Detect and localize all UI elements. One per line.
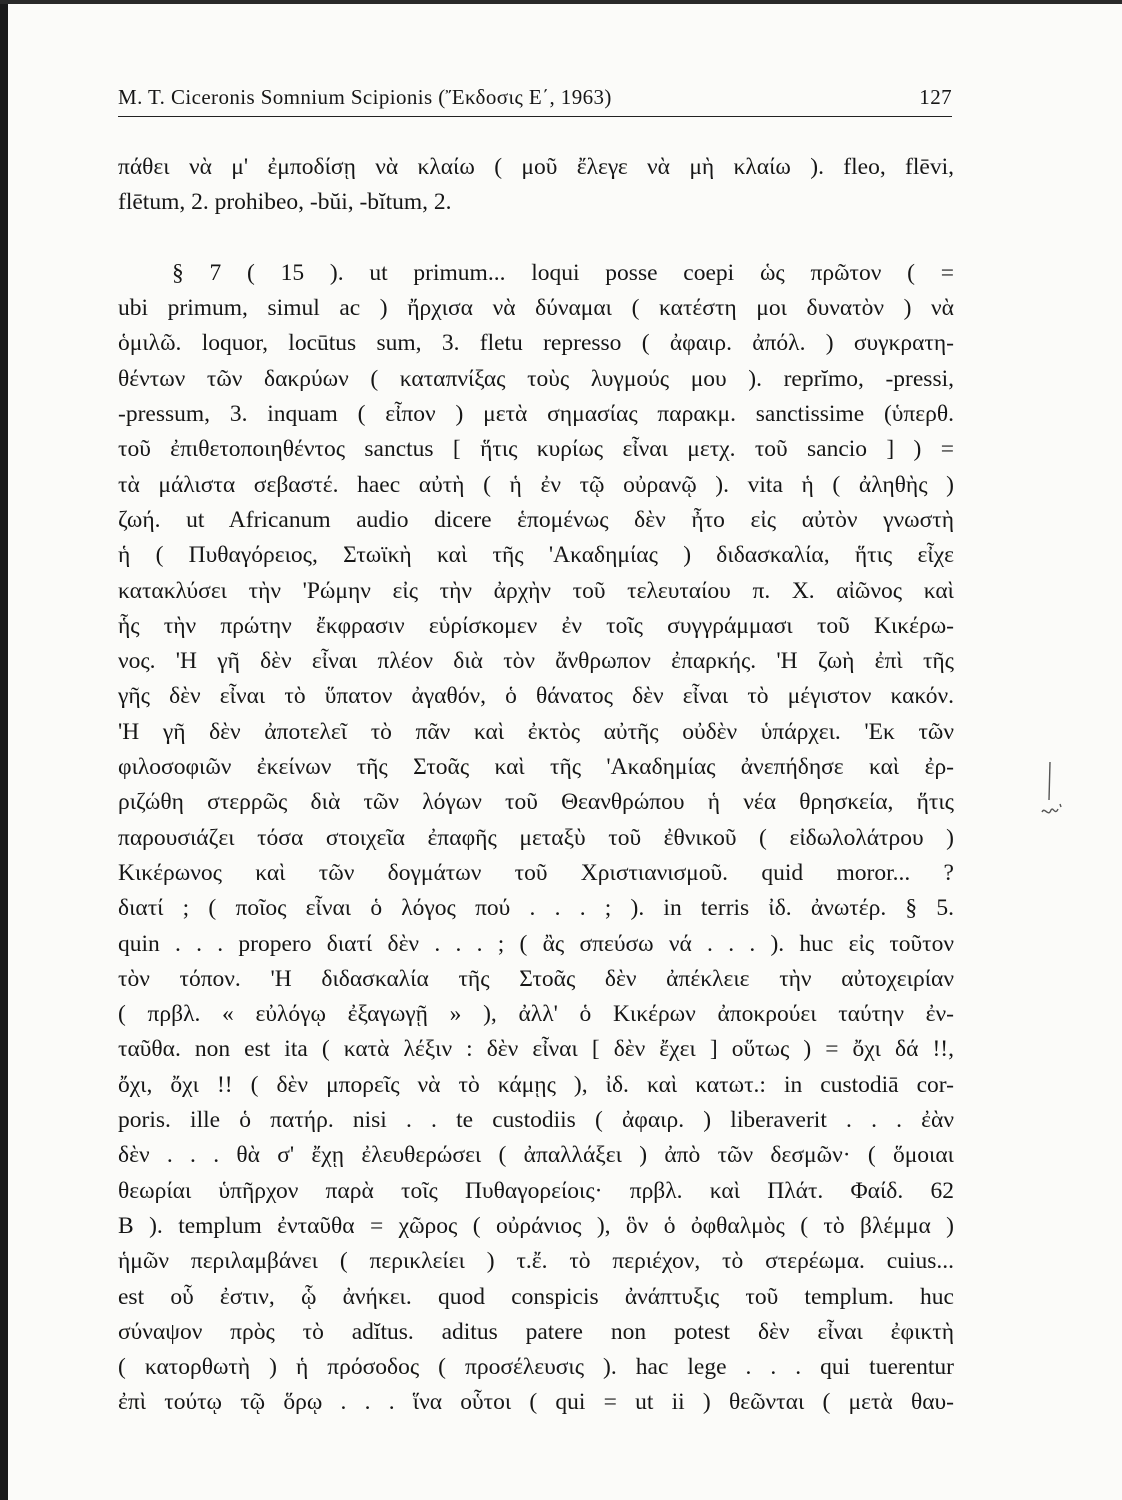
commentary-text	[118, 150, 954, 1421]
scan-left-edge	[0, 0, 8, 1500]
text-line: κατακλύσει τὴν 'Ρώμην εἰς τὴν ἀρχὴν τοῦ τελευταίου π. Χ. αἰῶνος καὶ	[118, 577, 954, 604]
text-line: ( κατορθωτὴ ) ἡ πρόσοδος ( προσέλευσις ). hac lege . . . qui tuerentur	[118, 1354, 954, 1381]
text-line: ubi primum, simul ac ) ἤρχισα νὰ δύναμαι ( κατέστη μοι δυνατὸν ) νὰ	[118, 295, 954, 322]
running-head-title: M. T. Ciceronis Somnium Scipionis (Ἔκδοσις Ε΄, 1963)	[118, 85, 612, 109]
text-line: τοῦ ἐπιθετοποιηθέντος sanctus [ ἥτις κυρίως εἶναι μετχ. τοῦ sancio ] ) =	[118, 436, 954, 463]
text-line: est οὗ ἐστιν, ᾧ ἀνήκει. quod conspicis ἀνάπτυξις τοῦ templum. huc	[118, 1283, 954, 1310]
text-line: Κικέρωνος καὶ τῶν δογμάτων τοῦ Χριστιανισμοῦ. quid moror... ?	[118, 859, 954, 886]
text-line: ( πρβλ. « εὐλόγῳ ἐξαγωγῇ » ), ἀλλ' ὁ Κικέρων ἀποκρούει ταύτην ἐν-	[118, 1001, 954, 1028]
text-line: ὁμιλῶ. loquor, locūtus sum, 3. fletu represso ( ἀφαιρ. ἀπόλ. ) συγκρατη-	[118, 330, 954, 357]
text-line: γῆς δὲν εἶναι τὸ ὕπατον ἀγαθόν, ὁ θάνατος δὲν εἶναι τὸ μέγιστον κακόν.	[118, 683, 954, 710]
text-line: ἐπὶ τούτῳ τῷ ὅρῳ . . . ἵνα οὗτοι ( qui = ut ii ) θεῶνται ( μετὰ θαυ-	[118, 1389, 954, 1416]
text-line: ἡμῶν περιλαμβάνει ( περικλείει ) τ.ἔ. τὸ περιέχον, τὸ στερέωμα. cuius...	[118, 1248, 954, 1275]
text-line: ζωή. ut Africanum audio dicere ἑπομένως δὲν ἦτο εἰς αὐτὸν γνωστὴ	[118, 506, 954, 533]
running-head	[118, 80, 952, 117]
page-number: 127	[919, 85, 952, 109]
text-line: δὲν . . . θὰ σ' ἔχῃ ἐλευθερώσει ( ἀπαλλάξει ) ἀπὸ τῶν δεσμῶν· ( ὅμοιαι	[118, 1142, 954, 1169]
text-line: ριζώθη στερρῶς διὰ τῶν λόγων τοῦ Θεανθρώπου ἡ νέα θρησκεία, ἥτις	[118, 789, 954, 816]
text-line: θεωρίαι ὑπῆρχον παρὰ τοῖς Πυθαγορείοις· πρβλ. καὶ Πλάτ. Φαίδ. 62	[118, 1177, 954, 1204]
pencil-margin-mark-icon	[1036, 760, 1066, 830]
text-line: παρουσιάζει τόσα στοιχεῖα ἐπαφῆς μεταξὺ τοῦ ἐθνικοῦ ( εἰδωλολάτρου )	[118, 824, 954, 851]
text-line: ἧς τὴν πρώτην ἔκφρασιν εὑρίσκομεν ἐν τοῖς συγγράμμασι τοῦ Κικέρω-	[118, 612, 954, 639]
text-line: poris. ille ὁ πατήρ. nisi . . te custodiis ( ἀφαιρ. ) liberaverit . . . ἐὰν	[118, 1107, 954, 1134]
text-line: θέντων τῶν δακρύων ( καταπνίξας τοὺς λυγμούς μου ). reprĭmo, -pressi,	[118, 365, 954, 392]
text-line: πάθει νὰ μ' ἐμποδίσῃ νὰ κλαίω ( μοῦ ἔλεγε νὰ μὴ κλαίω ). fleo, flēvi,	[118, 154, 954, 180]
text-line: τὰ μάλιστα σεβαστέ. haec αὐτὴ ( ἡ ἐν τῷ οὐρανῷ ). vita ἡ ( ἀληθὴς )	[118, 471, 954, 498]
text-line: σύναψον πρὸς τὸ adĭtus. aditus patere non potest δὲν εἶναι ἐφικτὴ	[118, 1318, 954, 1345]
text-line: 'Η γῆ δὲν ἀποτελεῖ τὸ πᾶν καὶ ἐκτὸς αὐτῆς οὐδὲν ὑπάρχει. 'Εκ τῶν	[118, 718, 954, 745]
text-line: quin . . . propero διατί δὲν . . . ; ( ἂς σπεύσω νά . . . ). huc εἰς τοῦτον	[118, 930, 954, 957]
paragraph-start-line: § 7 ( 15 ). ut primum... loqui posse coepi ὡς πρῶτον ( =	[172, 259, 954, 286]
text-line: τὸν τόπον. 'Η διδασκαλία τῆς Στοᾶς δὲν ἀπέκλειε τὴν αὐτοχειρίαν	[118, 965, 954, 992]
scan-top-edge	[0, 0, 1122, 4]
text-line: ὄχι, ὄχι !! ( δὲν μπορεῖς νὰ τὸ κάμῃς ), ἰδ. καὶ κατωτ.: in custodiā cor-	[118, 1071, 954, 1098]
text-line: ταῦθα. non est ita ( κατὰ λέξιν : δὲν εἶναι [ δὲν ἔχει ] οὕτως ) = ὄχι δά !!,	[118, 1036, 954, 1063]
text-line: νος. 'Η γῆ δὲν εἶναι πλέον διὰ τὸν ἄνθρωπον ἐπαρκής. 'Η ζωὴ ἐπὶ τῆς	[118, 648, 954, 675]
text-line: διατί ; ( ποῖος εἶναι ὁ λόγος πού . . . ; ). in terris ἰδ. ἀνωτέρ. § 5.	[118, 895, 954, 922]
text-line: ἡ ( Πυθαγόρειος, Στωϊκὴ καὶ τῆς 'Ακαδημίας ) διδασκαλία, ἥτις εἶχε	[118, 542, 954, 569]
paragraph-gap	[118, 221, 954, 256]
text-line: flētum, 2. prohibeo, -bŭi, -bĭtum, 2.	[118, 189, 452, 216]
text-line: φιλοσοφιῶν ἐκείνων τῆς Στοᾶς καὶ τῆς 'Ακαδημίας ἀνεπήδησε καὶ ἐρ-	[118, 754, 954, 781]
text-line: -pressum, 3. inquam ( εἶπον ) μετὰ σημασίας παρακμ. sanctissime (ὑπερθ.	[118, 401, 954, 428]
text-line: B ). templum ἐνταῦθα = χῶρος ( οὐράνιος ), ὃν ὁ ὀφθαλμὸς ( τὸ βλέμμα )	[118, 1212, 954, 1239]
